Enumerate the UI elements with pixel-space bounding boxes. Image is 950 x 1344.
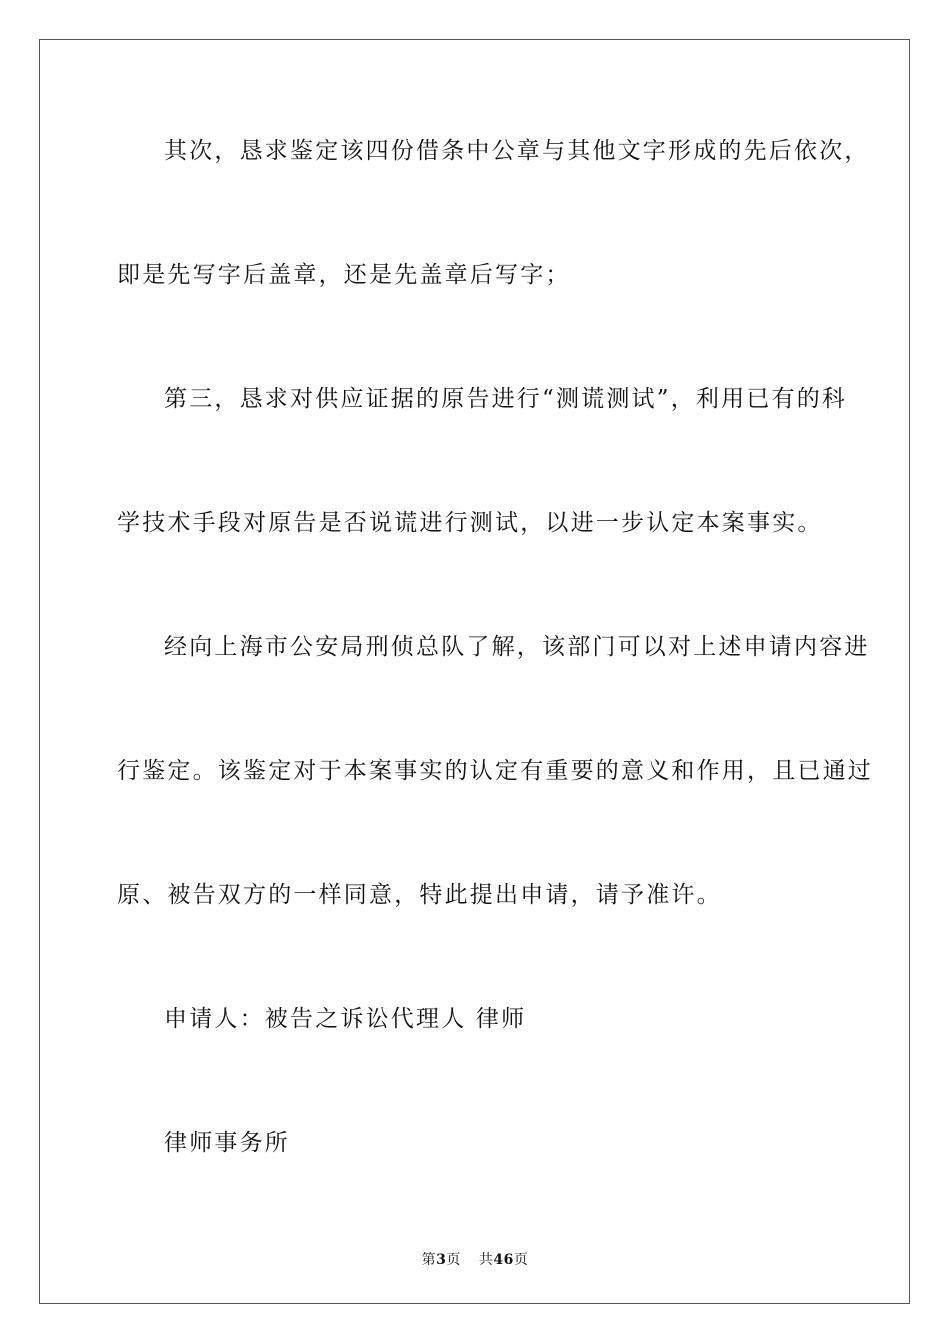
total-suffix: 页: [513, 1252, 529, 1268]
paragraph-line: 其次，恳求鉴定该四份借条中公章与其他文字形成的先后依次，: [164, 138, 870, 164]
law-firm-line: 律师事务所: [164, 1130, 290, 1156]
total-prefix: 共: [478, 1252, 494, 1268]
paragraph-line: 学技术手段对原告是否说谎进行测试，以进一步认定本案事实。: [117, 510, 823, 536]
page-suffix: 页: [446, 1252, 461, 1268]
paragraph-line: 第三，恳求对供应证据的原告进行“测谎测试”，利用已有的科: [164, 386, 848, 412]
page-footer: [0, 1249, 950, 1269]
total-pages: 46: [493, 1252, 514, 1268]
page-border: [39, 39, 910, 1304]
paragraph-line: 行鉴定。该鉴定对于本案事实的认定有重要的意义和作用，且已通过: [117, 758, 873, 784]
applicant-line: 申请人：被告之诉讼代理人 律师: [164, 1006, 527, 1032]
page-number: 3: [436, 1252, 447, 1268]
page-prefix: 第: [421, 1252, 437, 1268]
paragraph-line: 原、被告双方的一样同意，特此提出申请，请予准许。: [117, 882, 722, 908]
paragraph-line: 经向上海市公安局刑侦总队了解，该部门可以对上述申请内容进: [164, 634, 870, 660]
paragraph-line: 即是先写字后盖章，还是先盖章后写字；: [117, 262, 571, 288]
